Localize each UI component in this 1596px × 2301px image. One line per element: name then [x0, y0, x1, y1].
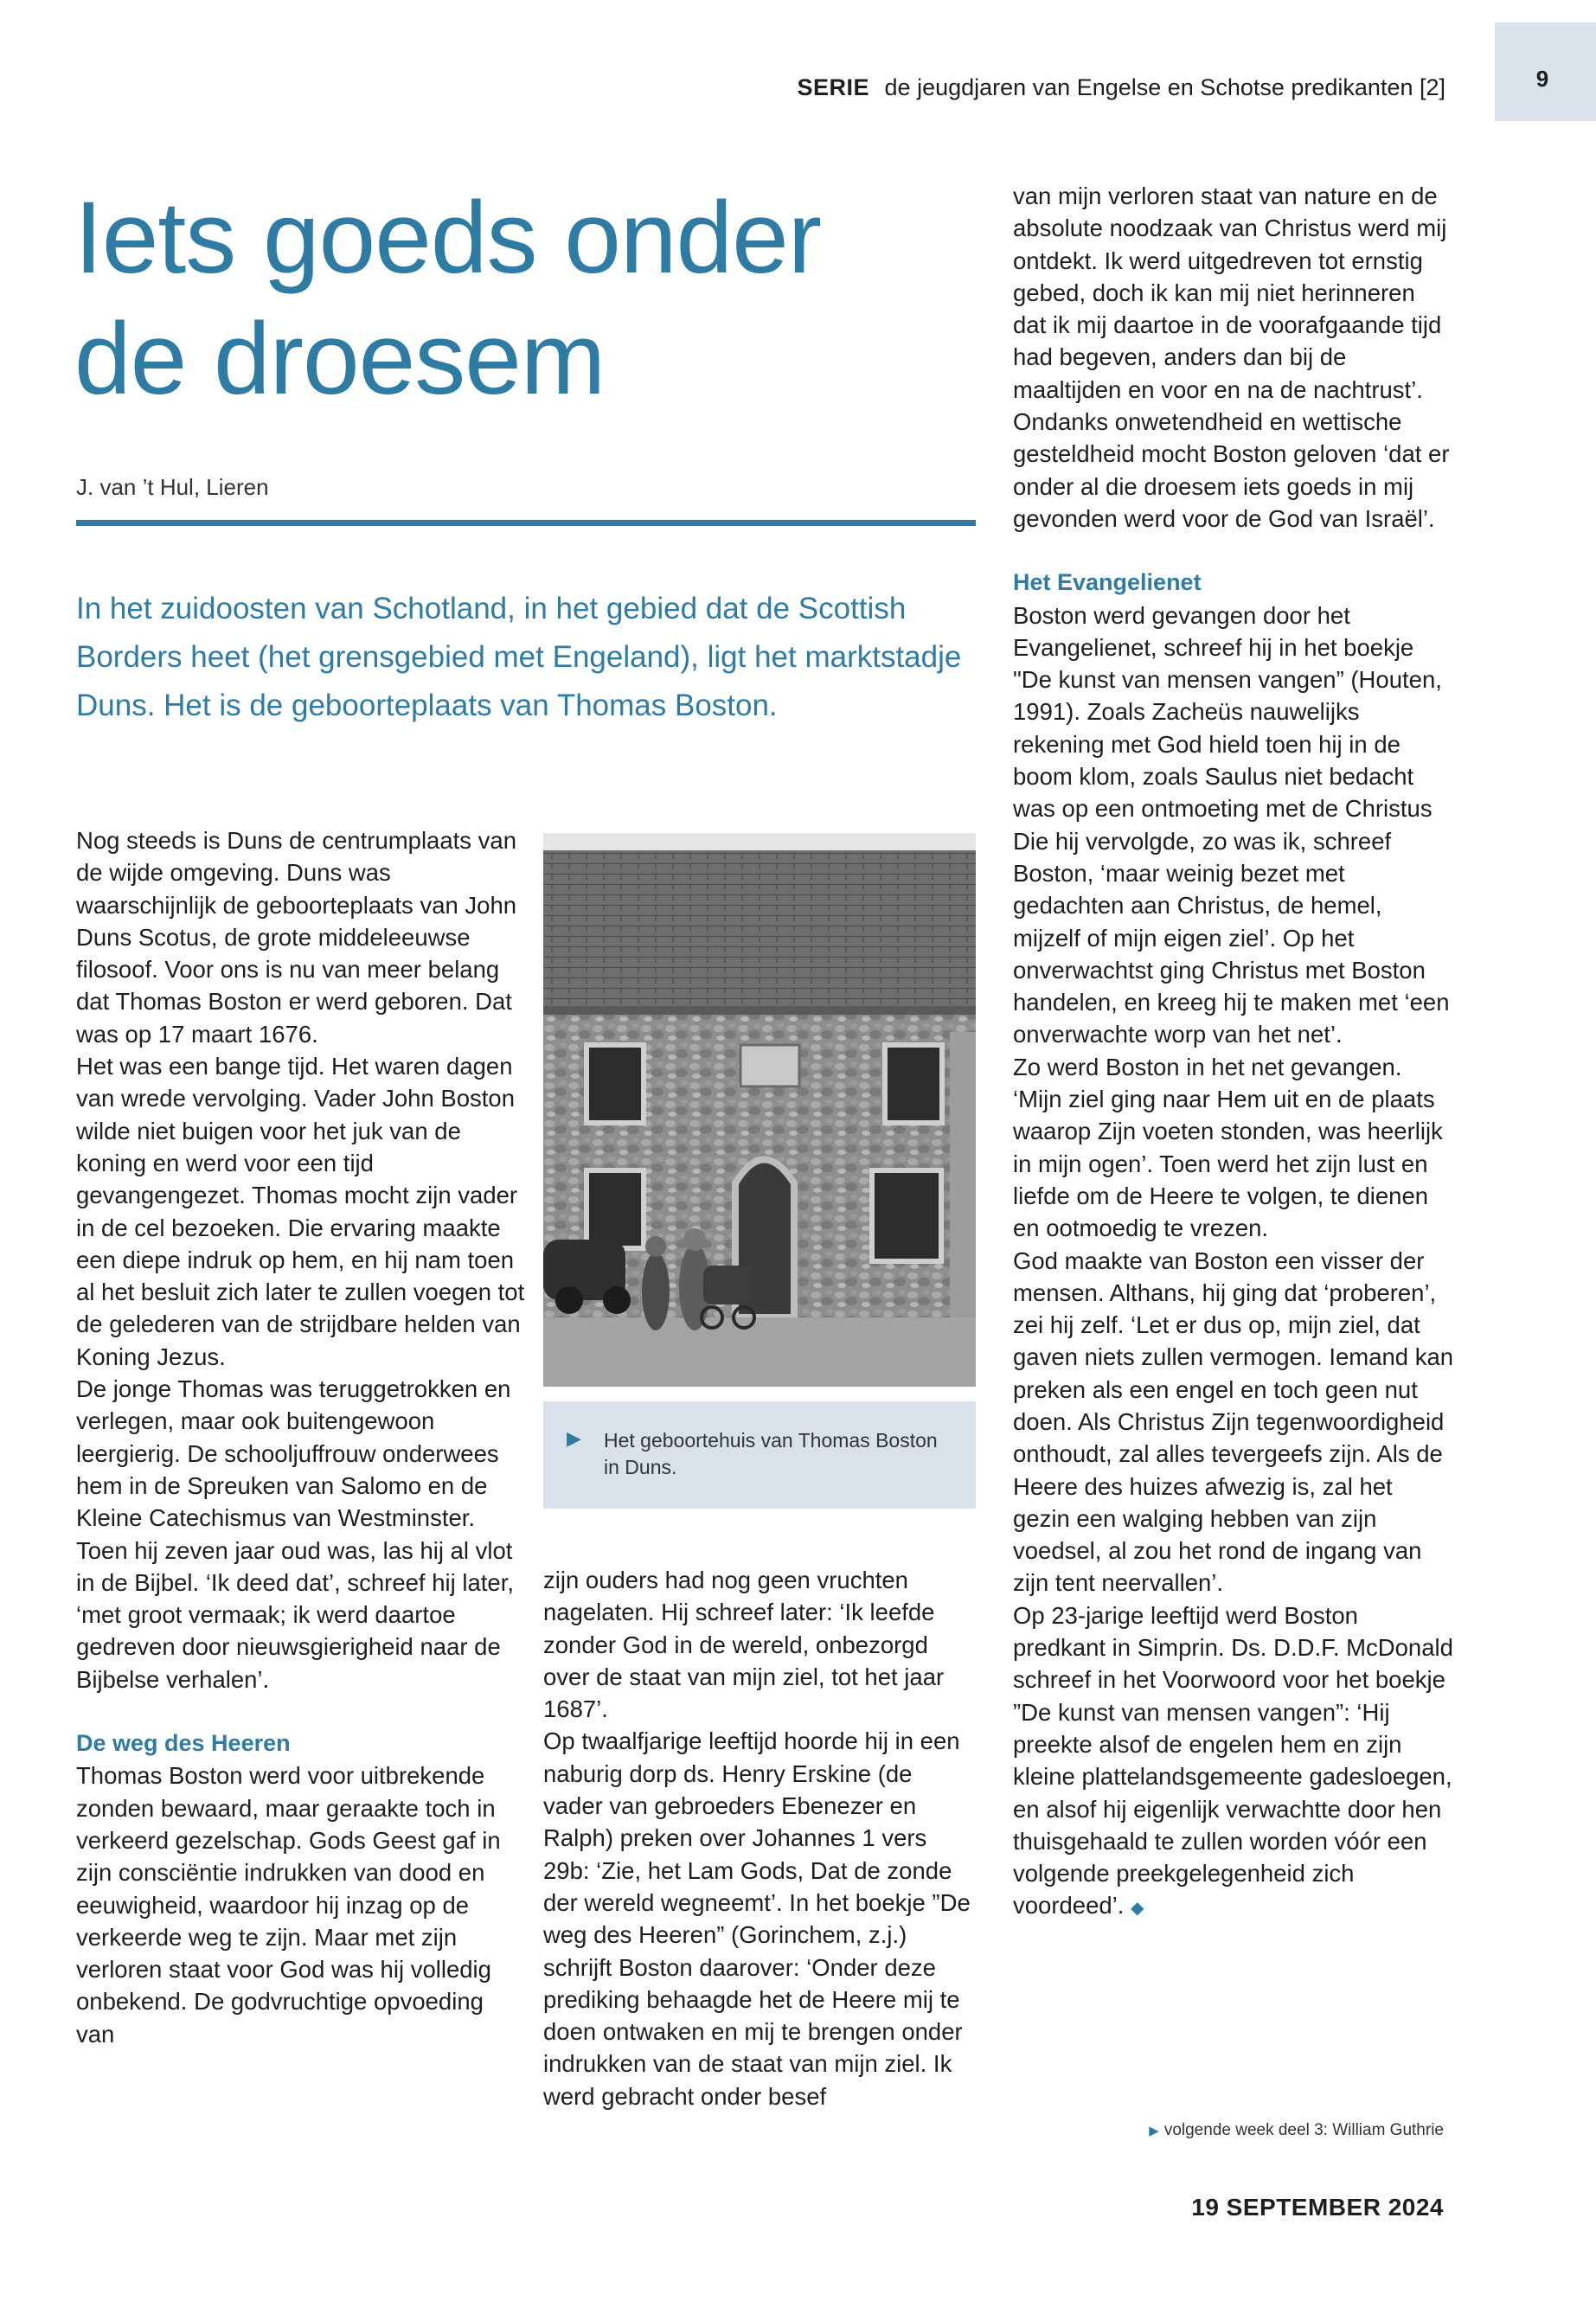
next-episode-note: [1149, 2121, 1444, 2140]
paragraph: zijn ouders had nog geen vruchten nagelaten. Hij schreef later: ‘Ik leefde zonder God in de wereld, onbezorgd over de staat van mijn ziel, tot het jaar 1687’.: [543, 1567, 945, 1723]
paragraph: Thomas Boston werd voor uitbrekende zonden bewaard, maar geraakte toch in verkeerd gezelschap. Gods Geest gaf in zijn consciëntie indrukken van dood en eeuwigheid, waardoor hij inzag op de verkeerde weg te zijn. Maar met zijn verloren staat voor God was hij volledig onbekend. De godvruchtige opvoeding van: [76, 1762, 501, 2048]
section-heading: De weg des Heeren: [76, 1730, 291, 1757]
spacer: [76, 1695, 526, 1727]
paragraph: Op twaalfjarige leeftijd hoorde hij in een naburig dorp ds. Henry Erskine (de vader van gebroeders Ebenezer en Ralph) preken over Johannes 1 vers 29b: ‘Zie, het Lam Gods, Dat de zonde der wereld wegneemt’. In het boekje ”De weg des Heeren” (Gorinchem, z.j.) schrijft Boston daarover: ‘Onder deze prediking behaagde het de Heere mij te doen ontwaken en mij te brengen onder indrukken van de staat van mijn ziel. Ik werd gebracht onder besef: [543, 1727, 971, 2110]
caption-arrow-icon: ▶: [567, 1427, 581, 1449]
column-3: [1013, 180, 1454, 1926]
title-line-1: Iets goeds onder: [74, 181, 822, 295]
house-illustration: [543, 833, 976, 1387]
spacer: [1013, 535, 1454, 567]
running-header: [797, 74, 1445, 101]
series-label: SERIE: [797, 74, 870, 100]
paragraph: De jonge Thomas was teruggetrokken en verlegen, maar ook buitengewoon leergierig. De schooljuffrouw onderwees hem in de Spreuken van Salomo en de Kleine Catechismus van Westminster. Toen hij zeven jaar oud was, las hij al vlot in de Bijbel. ‘Ik deed dat’, schreef hij later, ‘met groot vermaak; ik werd daartoe gedreven door nieuwsgierigheid naar de Bijbelse verhalen’.: [76, 1375, 514, 1693]
paragraph: Het was een bange tijd. Het waren dagen van wrede vervolging. Vader John Boston wilde niet buigen voor het juk van de koning en werd voor een tijd gevangengezet. Thomas mocht zijn vader in de cel bezoeken. Die ervaring maakte een diepe indruk op hem, en hij nam toen al het besluit zich later te zullen voegen tot de gelederen van de strijdbare helden van Koning Jezus.: [76, 1053, 525, 1370]
next-arrow-icon: ▶: [1149, 2124, 1159, 2138]
paragraph: [1013, 1599, 1454, 1926]
page-number: 9: [1535, 66, 1549, 92]
next-episode-text: volgende week deel 3: William Guthrie: [1163, 2121, 1444, 2139]
birthplace-photo: [543, 833, 976, 1387]
author-byline: J. van ’t Hul, Lieren: [76, 474, 269, 500]
paragraph: Ondanks onwetendheid en wettische gesteldheid mocht Boston geloven ‘dat er onder al die droesem iets goeds in mij gevonden werd voor de God van Israël’.: [1013, 408, 1450, 532]
title-line-2: de droesem: [74, 302, 606, 416]
paragraph: van mijn verloren staat van nature en de absolute noodzaak van Christus werd mij ontdekt. Ik werd uitgedreven tot ernstig gebed, doch ik kan mij niet herinneren dat ik mij daartoe in de voorafgaande tijd had begeven, anders dan bij de maaltijden en voor en na de nachtrust’.: [1013, 183, 1447, 403]
lead-paragraph: In het zuidoosten van Schotland, in het gebied dat de Scottish Borders heet (het grensgebied met Engeland), ligt het marktstadje Duns. Het is de geboorteplaats van Thomas Boston.: [76, 592, 962, 722]
end-mark-icon: ◆: [1131, 1899, 1144, 1919]
paragraph: Boston werd gevangen door het Evangelienet, schreef hij in het boekje "De kunst van mensen vangen” (Houten, 1991). Zoals Zacheüs nauwelijks rekening met God hield toen hij in de boom klom, zoals Saulus niet bedacht was op een ontmoeting met de Christus Die hij vervolgde, zo was ik, schreef Boston, ‘maar weinig bezet met gedachten aan Christus, de hemel, mijzelf of mijn eigen ziel’. Op het onverwachtst ging Christus met Boston handelen, en kreeg hij te maken met ‘een onverwachte worp van het net’.: [1013, 601, 1450, 1048]
column-2: [543, 1564, 976, 2112]
column-1: [76, 824, 526, 2050]
photo-caption-box: [543, 1401, 976, 1509]
section-heading: Het Evangelienet: [1013, 569, 1202, 596]
paragraph: God maakte van Boston een visser der mensen. Althans, hij ging dat ‘proberen’, zei hij zelf. ‘Let er dus op, mijn ziel, dat gaven niets zullen vermogen. Iemand kan preken als een engel en toch geen nut doen. Als Christus Zijn tegenwoordigheid onthoudt, zal alles tevergeefs zijn. Als de Heere des huizes afwezig is, zal het gezin een walging hebben van zijn voedsel, al zou het rond de ingang van zijn tent neervallen’.: [1013, 1247, 1454, 1597]
paragraph-text: Op 23-jarige leeftijd werd Boston predkant in Simprin. Ds. D.D.F. McDonald schreef in het Voorwoord voor het boekje ”De kunst van mensen vangen”: ‘Hij preekte alsof de engelen hem en zijn kleine plattelandsgemeente gadesloegen, en alsof hij eigenlijk verwachtte door hen thuisgehaald te zullen worden vóór een volgende preekgelegenheid zich voordeed’.: [1013, 1601, 1453, 1920]
series-title: de jeugdjaren van Engelse en Schotse predikanten [2]: [884, 74, 1445, 100]
paragraph: Zo werd Boston in het net gevangen. ‘Mijn ziel ging naar Hem uit en de plaats waarop Zijn voeten stonden, was heerlijk in mijn ogen’. Toen werd het zijn lust en liefde om de Heere te volgen, te dienen en ootmoedig te vrezen.: [1013, 1053, 1443, 1242]
title-divider: [76, 520, 976, 526]
paragraph: Nog steeds is Duns de centrumplaats van de wijde omgeving. Duns was waarschijnlijk de geboorteplaats van John Duns Scotus, de grote middeleeuwse filosoof. Voor ons is nu van meer belang dat Thomas Boston er werd geboren. Dat was op 17 maart 1676.: [76, 827, 517, 1048]
article-title: [74, 177, 974, 420]
issue-date: 19 SEPTEMBER 2024: [1191, 2194, 1444, 2221]
photo-caption: Het geboortehuis van Thomas Boston in Duns.: [604, 1429, 938, 1478]
